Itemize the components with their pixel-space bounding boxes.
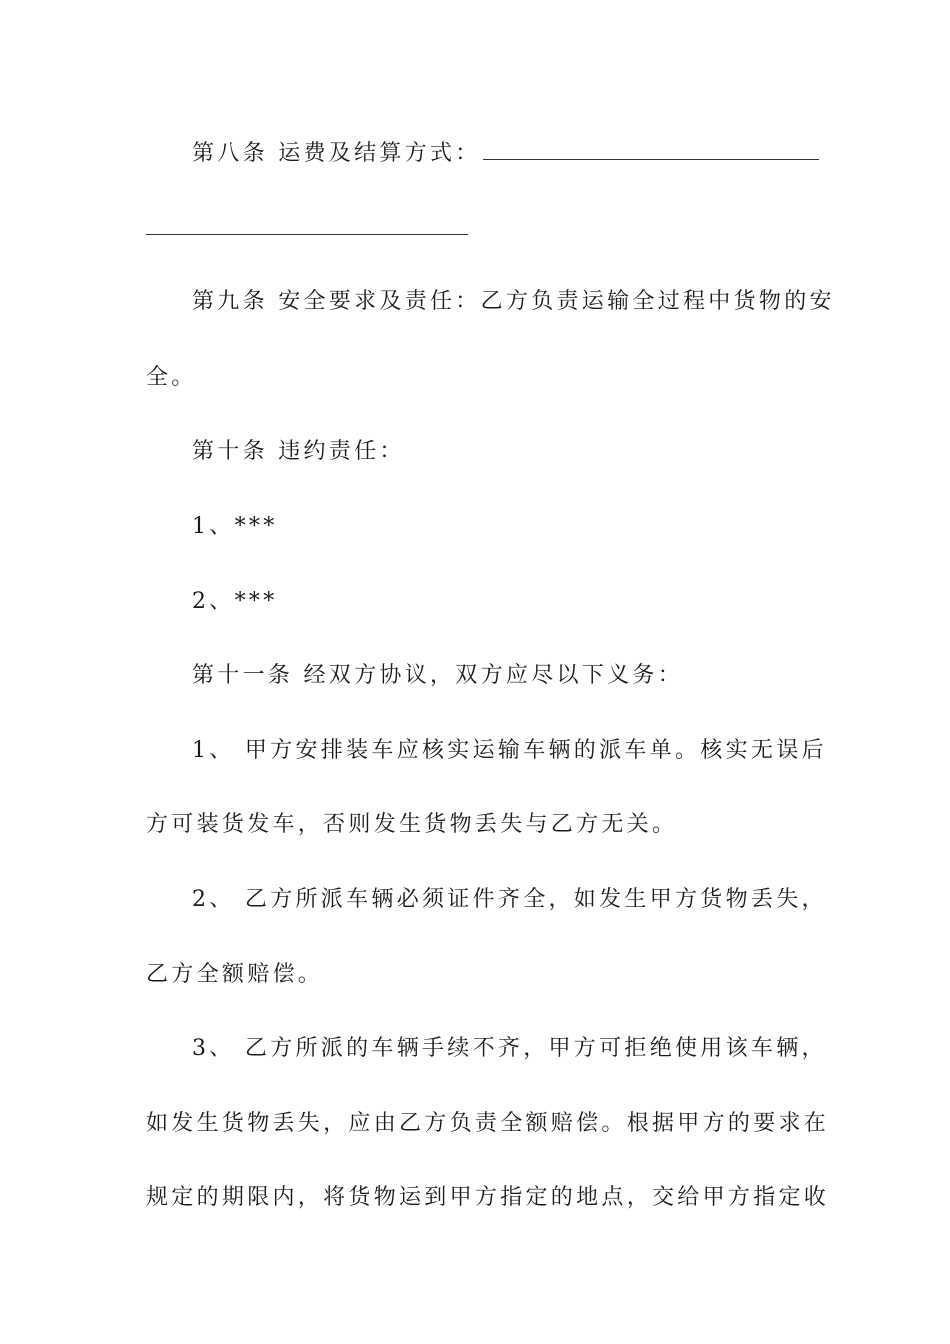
article-11-item-3-line-1: 3、 乙方所派的车辆手续不齐，甲方可拒绝使用该车辆， xyxy=(192,1036,827,1061)
article-8-text: 第八条 运费及结算方式： xyxy=(192,141,481,166)
article-9-line-1: 第九条 安全要求及责任：乙方负责运输全过程中货物的安 xyxy=(192,289,835,314)
article-11-item-3-line-3: 规定的期限内，将货物运到甲方指定的地点，交给甲方指定收 xyxy=(146,1185,830,1210)
article-10-item-1: 1、*** xyxy=(192,514,278,539)
article-11-item-1-line-1: 1、 甲方安排装车应核实运输车辆的派车单。核实无误后 xyxy=(192,738,827,763)
article-10-heading: 第十条 违约责任： xyxy=(192,439,405,464)
fill-in-blank-freight xyxy=(483,141,819,160)
article-11-item-1-line-2: 方可装货发车，否则发生货物丢失与乙方无关。 xyxy=(146,812,678,837)
article-11-item-3-line-2: 如发生货物丢失，应由乙方负责全额赔偿。根据甲方的要求在 xyxy=(146,1111,830,1136)
article-10-item-2: 2、*** xyxy=(192,589,278,614)
article-8-line xyxy=(192,139,852,169)
article-11-item-2-line-2: 乙方全额赔偿。 xyxy=(146,962,324,987)
article-11-heading: 第十一条 经双方协议，双方应尽以下义务： xyxy=(192,663,683,688)
fill-in-blank-freight-continued xyxy=(146,234,468,235)
article-11-item-2-line-1: 2、 乙方所派车辆必须证件齐全，如发生甲方货物丢失， xyxy=(192,887,827,912)
article-9-line-2: 全。 xyxy=(146,365,197,390)
